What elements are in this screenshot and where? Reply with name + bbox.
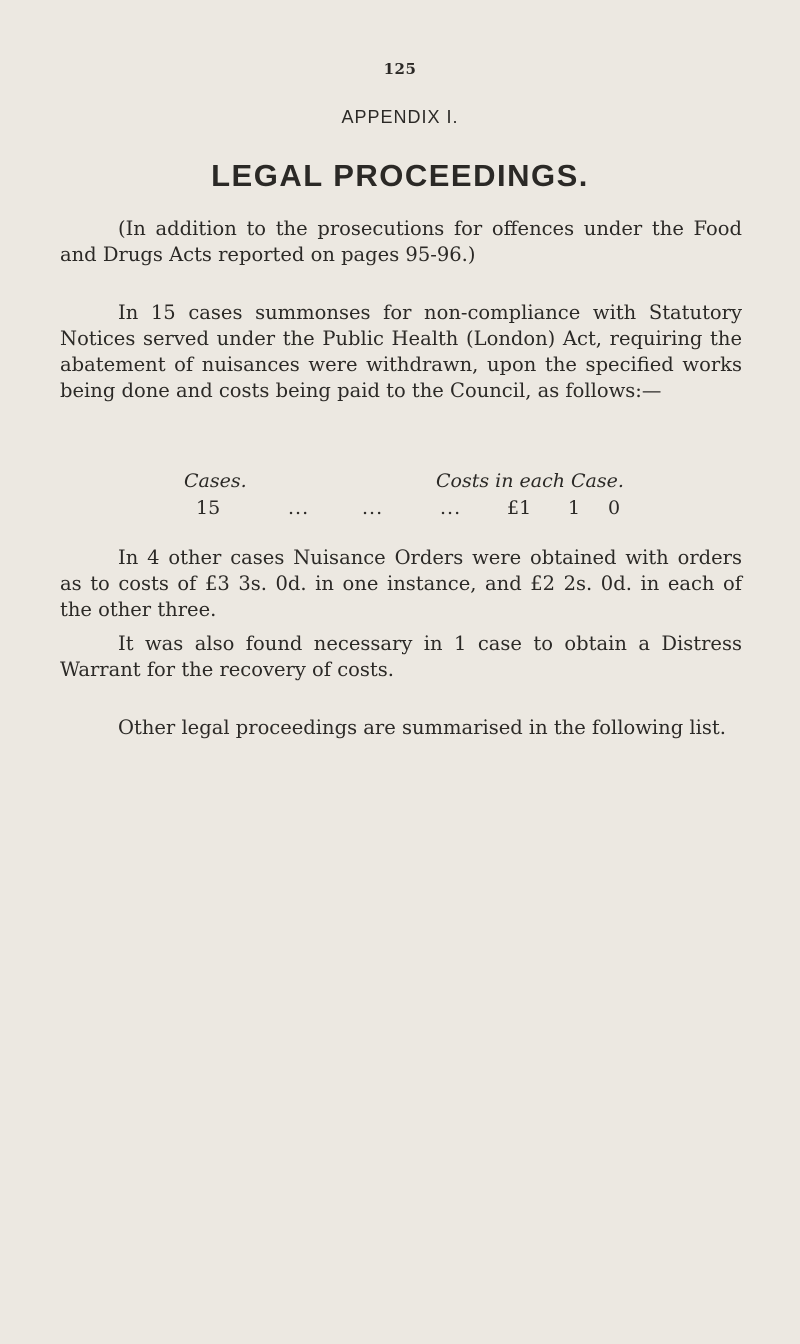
distress-warrant-paragraph: It was also found necessary in 1 case to obtain a Distress Warrant for the recovery of costs. <box>60 632 742 681</box>
costs-column-header: Costs in each Case. <box>436 470 624 492</box>
cost-pounds: £1 <box>507 497 532 519</box>
nuisance-orders-paragraph: In 4 other cases Nuisance Orders were obtained with orders as to costs of £3 3s. 0d. in one instance, and £2 2s. 0d. in each of the other three. <box>60 546 742 621</box>
cost-pence: 0 <box>608 497 621 519</box>
page-title: LEGAL PROCEEDINGS. <box>211 158 589 193</box>
dot-leader: ... <box>362 497 384 519</box>
cost-shillings: 1 <box>568 497 581 519</box>
other-proceedings-paragraph: Other legal proceedings are summarised in the following list. <box>118 716 726 739</box>
cases-column-header: Cases. <box>184 470 247 492</box>
page-number: 125 <box>383 60 417 78</box>
appendix-heading: APPENDIX I. <box>341 107 459 127</box>
intro-paragraph: (In addition to the prosecutions for offences under the Food and Drugs Acts reported on pages 95-96.) <box>60 217 742 266</box>
cases-count: 15 <box>196 497 221 519</box>
dot-leader: ... <box>288 497 310 519</box>
dot-leader: ... <box>440 497 462 519</box>
summonses-paragraph: In 15 cases summonses for non-compliance with Statutory Notices served under the Public Health (London) Act, requiring the abatement of nuisances were withdrawn, upon the specified works being done and costs being paid to the Council, as follows:— <box>60 301 742 402</box>
